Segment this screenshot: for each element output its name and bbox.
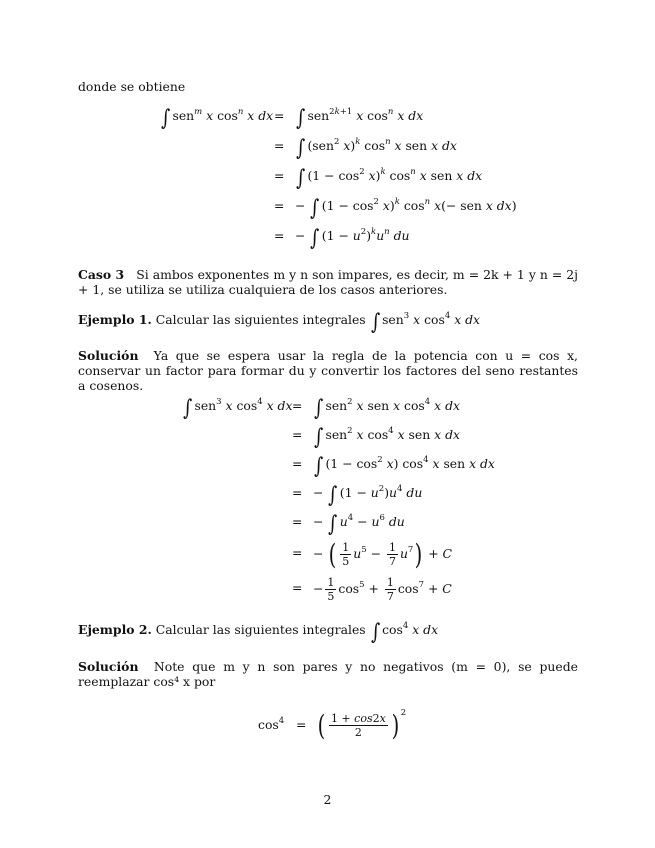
page-number: 2: [323, 792, 332, 807]
equals-sign: =: [292, 456, 303, 471]
example-1-integral: ∫ sen$^3$ x $\cos^4 x$ dx: [370, 310, 481, 335]
example-1-heading: [78, 310, 481, 335]
equals-sign: =: [274, 108, 285, 123]
example-2-integral: ∫ $\cos^4 x$ dx: [370, 620, 439, 645]
equation-rhs: − ∫ $(1 - \cos^2 x)^k$ $\cos^n x(-$ sen x dx): [295, 196, 517, 221]
equals-sign: =: [296, 717, 307, 732]
equation-lhs: ∫ sen$^m$ x $\cos^n x$ dx: [161, 106, 274, 131]
equation-rhs: ( $\frac{1 + \cos 2x}{2}$ ) $^2$: [317, 708, 407, 742]
example-2-heading: [78, 620, 439, 645]
equation-rhs: − ∫ $(1 - u^2)^ku^n$ du: [295, 226, 410, 251]
equation-rhs: ∫ (sen$^2$ x)$^k$ $\cos^n x$ sen x dx: [296, 136, 457, 161]
equation-rhs: ∫ $(1 - \cos^2 x)$ $\cos^4 x$ sen x dx: [314, 454, 495, 479]
equation-rhs: ∫ sen$^2$ x $\cos^4 x$ sen x dx: [314, 425, 461, 450]
equation-rhs: − $\frac{1}{5}$ $\cos^5$ + $\frac{1}{7}$ $\cos^7 + C$: [313, 576, 452, 603]
equals-sign: =: [292, 580, 303, 595]
solution-2-paragraph: [78, 659, 578, 689]
solution-1-label: Solución: [78, 348, 139, 363]
equals-sign: =: [292, 545, 303, 560]
equation-rhs: − ( $\frac{1}{5}$ $u^5$ − $\frac{1}{7}$ $u^7) + C$: [313, 538, 453, 571]
solution-2-text: Note que m y n son pares y no negativos (m = 0), se puede reemplazar cos⁴ x por: [78, 659, 578, 689]
equation-rhs: − ∫ $u^4 - u^6$ du: [313, 512, 405, 537]
equals-sign: =: [274, 228, 285, 243]
equals-sign: =: [274, 138, 285, 153]
case-3-label: Caso 3: [78, 267, 125, 282]
equation-lhs: ∫ sen$^3$ x $\cos^4 x$ dx: [183, 396, 293, 421]
equals-sign: =: [292, 427, 303, 442]
equation-lhs: $\cos^4$: [258, 716, 285, 732]
equals-sign: =: [292, 485, 303, 500]
solution-1-paragraph: [78, 348, 578, 393]
example-2-label: Ejemplo 2.: [78, 622, 152, 637]
example-1-label: Ejemplo 1.: [78, 312, 152, 327]
intro-text: donde se obtiene: [78, 79, 186, 94]
equals-sign: =: [274, 198, 285, 213]
equation-rhs: ∫ sen$^2$ x sen x $\cos^4 x$ dx: [314, 396, 461, 421]
case-3-text: Si ambos exponentes m y n son impares, es decir, m = 2k + 1 y n = 2j + 1, se utiliza se utiliza cualquiera de los casos anteriores.: [78, 267, 578, 297]
case-3-paragraph: [78, 267, 578, 297]
equation-rhs: ∫ sen$^{2k+1}$ x $\cos^n x$ dx: [296, 106, 424, 131]
example-2-text: Calcular las siguientes integrales: [155, 622, 366, 637]
solution-2-label: Solución: [78, 659, 139, 674]
equals-sign: =: [292, 514, 303, 529]
example-1-text: Calcular las siguientes integrales: [155, 312, 366, 327]
equation-rhs: − ∫ $(1 - u^2)u^4$ du: [313, 483, 423, 508]
equals-sign: =: [292, 398, 303, 413]
solution-1-text: Ya que se espera usar la regla de la potencia con u = cos x, conservar un factor para formar du y convertir los factores del seno restantes a cosenos.: [78, 348, 578, 393]
equation-rhs: ∫ $(1 - \cos^2 x)^k$ $\cos^n x$ sen x dx: [296, 166, 483, 191]
equals-sign: =: [274, 168, 285, 183]
